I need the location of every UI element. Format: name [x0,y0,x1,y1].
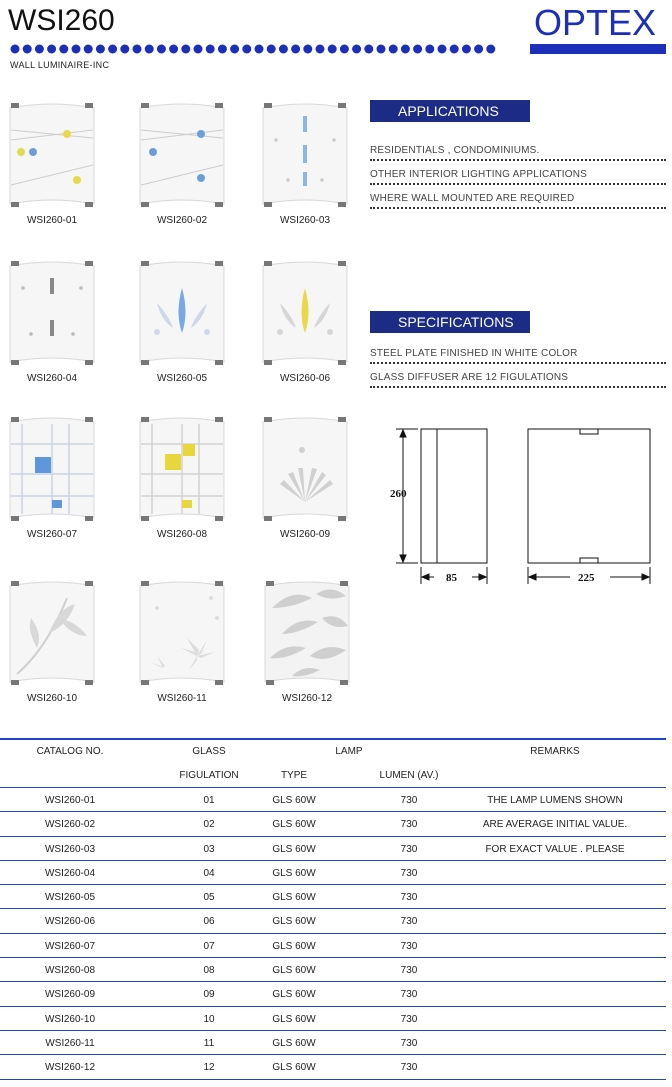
lamp-item [7,578,97,704]
table-row [0,982,666,1006]
divider-dot [255,45,264,54]
header-catalog: CATALOG NO. [36,746,104,757]
applications-list [370,137,666,209]
table-row [0,958,666,982]
table-row [0,837,666,861]
divider-dot [425,45,434,54]
header-lamp: LAMP [335,746,363,757]
lamp-image [260,258,350,368]
divider-dot [316,45,325,54]
divider-dot [462,45,471,54]
divider-dot [401,45,410,54]
divider-dot [364,45,373,54]
lamp-image [7,100,97,210]
brand-logo: OPTEX [534,2,657,43]
table-row [0,861,666,885]
cell-type: GLS 60W [272,916,316,928]
lamp-code: WSI260-08 [156,529,208,540]
lamp-code: WSI260-05 [156,373,208,384]
cell-catalog: WSI260-04 [44,867,96,879]
cell-figulation: 09 [203,989,215,1001]
divider-dot [352,45,361,54]
applications-item: WHERE WALL MOUNTED ARE REQUIRED [370,185,666,209]
lamp-code: WSI260-01 [26,215,78,226]
width-dimension: 225 [578,572,595,584]
table-row [0,812,666,836]
divider-dot [377,45,386,54]
lamp-code: WSI260-10 [26,693,78,704]
brand-underline [530,44,666,54]
divider-dot [450,45,459,54]
lamp-image [260,414,350,524]
cell-remarks: ARE AVERAGE INITIAL VALUE. [482,819,628,831]
divider-dot [96,45,105,54]
divider-dot [120,45,129,54]
cell-catalog: WSI260-01 [44,795,96,806]
cell-type: GLS 60W [272,989,316,1001]
lamp-code: WSI260-02 [156,215,208,226]
lamp-item [260,100,350,226]
specifications-heading: SPECIFICATIONS [370,311,530,333]
cell-type: GLS 60W [272,1013,316,1025]
cell-lumen: 730 [400,892,418,904]
cell-catalog: WSI260-03 [44,843,96,855]
divider-dot [291,45,300,54]
lamp-image [137,258,227,368]
divider-dot [59,45,68,54]
lamp-item [260,414,350,540]
table-header [0,738,666,788]
header-type: TYPE [280,770,308,781]
table-row [0,1031,666,1055]
cell-type: GLS 60W [272,1062,316,1074]
lamp-image [137,414,227,524]
cell-figulation: 11 [203,1037,215,1049]
lamp-code: WSI260-09 [279,529,331,540]
cell-lumen: 730 [400,1037,418,1049]
lamp-image [260,100,350,210]
divider-dot [169,45,178,54]
divider-dot [389,45,398,54]
lamp-item [260,258,350,384]
divider-dot [11,45,20,54]
cell-figulation: 02 [203,819,215,831]
lamp-image [137,578,227,688]
cell-lumen: 730 [400,916,418,928]
applications-item: OTHER INTERIOR LIGHTING APPLICATIONS [370,161,666,185]
header-lumen: LUMEN (AV.) [379,770,439,781]
depth-dimension: 85 [446,572,457,584]
header-figulation: FIGULATION [179,770,239,781]
cell-type: GLS 60W [272,940,316,952]
table-row [0,909,666,933]
cell-catalog: WSI260-02 [44,819,96,831]
lamp-item [137,414,227,540]
divider-dot [303,45,312,54]
lamp-code: WSI260-03 [279,215,331,226]
cell-remarks: FOR EXACT VALUE . PLEASE [485,843,625,855]
cell-catalog: WSI260-07 [44,940,96,952]
table-row [0,788,666,812]
cell-catalog: WSI260-11 [45,1037,95,1049]
cell-figulation: 12 [203,1062,215,1074]
cell-type: GLS 60W [272,1037,316,1049]
cell-type: GLS 60W [272,867,316,879]
divider-dot [47,45,56,54]
divider-dot [242,45,251,54]
lamp-image [7,578,97,688]
divider-dot [474,45,483,54]
divider-dot [145,45,154,54]
cell-catalog: WSI260-10 [44,1013,96,1025]
cell-figulation: 04 [203,867,215,879]
cell-lumen: 730 [400,819,418,831]
lamp-item [7,414,97,540]
table-row [0,1007,666,1031]
cell-catalog: WSI260-12 [44,1062,96,1074]
lamp-code: WSI260-12 [281,693,333,704]
cell-type: GLS 60W [272,843,316,855]
lamp-item [262,578,352,704]
lamp-image [262,578,352,688]
applications-item: RESIDENTIALS , CONDOMINIUMS. [370,137,666,161]
lamp-item [7,100,97,226]
cell-catalog: WSI260-05 [44,892,96,904]
dotted-divider [10,43,500,55]
specifications-item: STEEL PLATE FINISHED IN WHITE COLOR [370,340,666,364]
table-row [0,885,666,909]
divider-dot [230,45,239,54]
lamp-code: WSI260-07 [26,529,78,540]
cell-figulation: 07 [203,940,215,952]
cell-remarks: THE LAMP LUMENS SHOWN [487,795,623,806]
cell-figulation: 03 [203,843,215,855]
cell-type: GLS 60W [272,819,316,831]
dimension-diagram [388,422,668,597]
lamp-image [137,100,227,210]
page-title: WSI260 [8,4,115,37]
divider-dot [84,45,93,54]
lamp-item [7,258,97,384]
cell-lumen: 730 [400,795,418,806]
cell-lumen: 730 [400,965,418,977]
divider-dot [35,45,44,54]
divider-dot [438,45,447,54]
lamp-code: WSI260-04 [26,373,78,384]
divider-dot [181,45,190,54]
height-dimension: 260 [390,488,407,500]
cell-catalog: WSI260-06 [44,916,96,928]
divider-dot [133,45,142,54]
divider-dot [23,45,32,54]
cell-lumen: 730 [400,843,418,855]
divider-dot [218,45,227,54]
page-subtitle: WALL LUMINAIRE-INC [10,60,110,70]
specifications-item: GLASS DIFFUSER ARE 12 FIGULATIONS [370,364,666,388]
cell-figulation: 01 [203,795,215,806]
divider-dot [194,45,203,54]
cell-lumen: 730 [400,867,418,879]
cell-type: GLS 60W [272,965,316,977]
cell-type: GLS 60W [272,892,316,904]
divider-dot [486,45,495,54]
cell-figulation: 06 [203,916,215,928]
cell-figulation: 10 [203,1013,215,1025]
lamp-item [137,258,227,384]
divider-dot [340,45,349,54]
lamp-code: WSI260-06 [279,373,331,384]
cell-catalog: WSI260-09 [44,989,96,1001]
table-body [0,788,666,1080]
lamp-code: WSI260-11 [157,693,207,704]
lamp-image [7,258,97,368]
divider-dot [206,45,215,54]
table-row [0,1055,666,1079]
header-remarks: REMARKS [530,746,580,757]
divider-dot [279,45,288,54]
cell-figulation: 08 [203,965,215,977]
divider-dot [413,45,422,54]
cell-lumen: 730 [400,1013,418,1025]
cell-type: GLS 60W [272,795,316,806]
lamp-item [137,578,227,704]
divider-dot [72,45,81,54]
cell-lumen: 730 [400,1062,418,1074]
lamp-image [7,414,97,524]
cell-catalog: WSI260-08 [44,965,96,977]
specifications-list [370,340,666,388]
applications-heading: APPLICATIONS [370,100,530,122]
cell-lumen: 730 [400,940,418,952]
catalog-table [0,738,666,1080]
cell-lumen: 730 [400,989,418,1001]
header-glass: GLASS [192,746,226,757]
divider-dot [108,45,117,54]
cell-figulation: 05 [203,892,215,904]
divider-dot [157,45,166,54]
table-row [0,934,666,958]
divider-dot [328,45,337,54]
lamp-item [137,100,227,226]
divider-dot [267,45,276,54]
